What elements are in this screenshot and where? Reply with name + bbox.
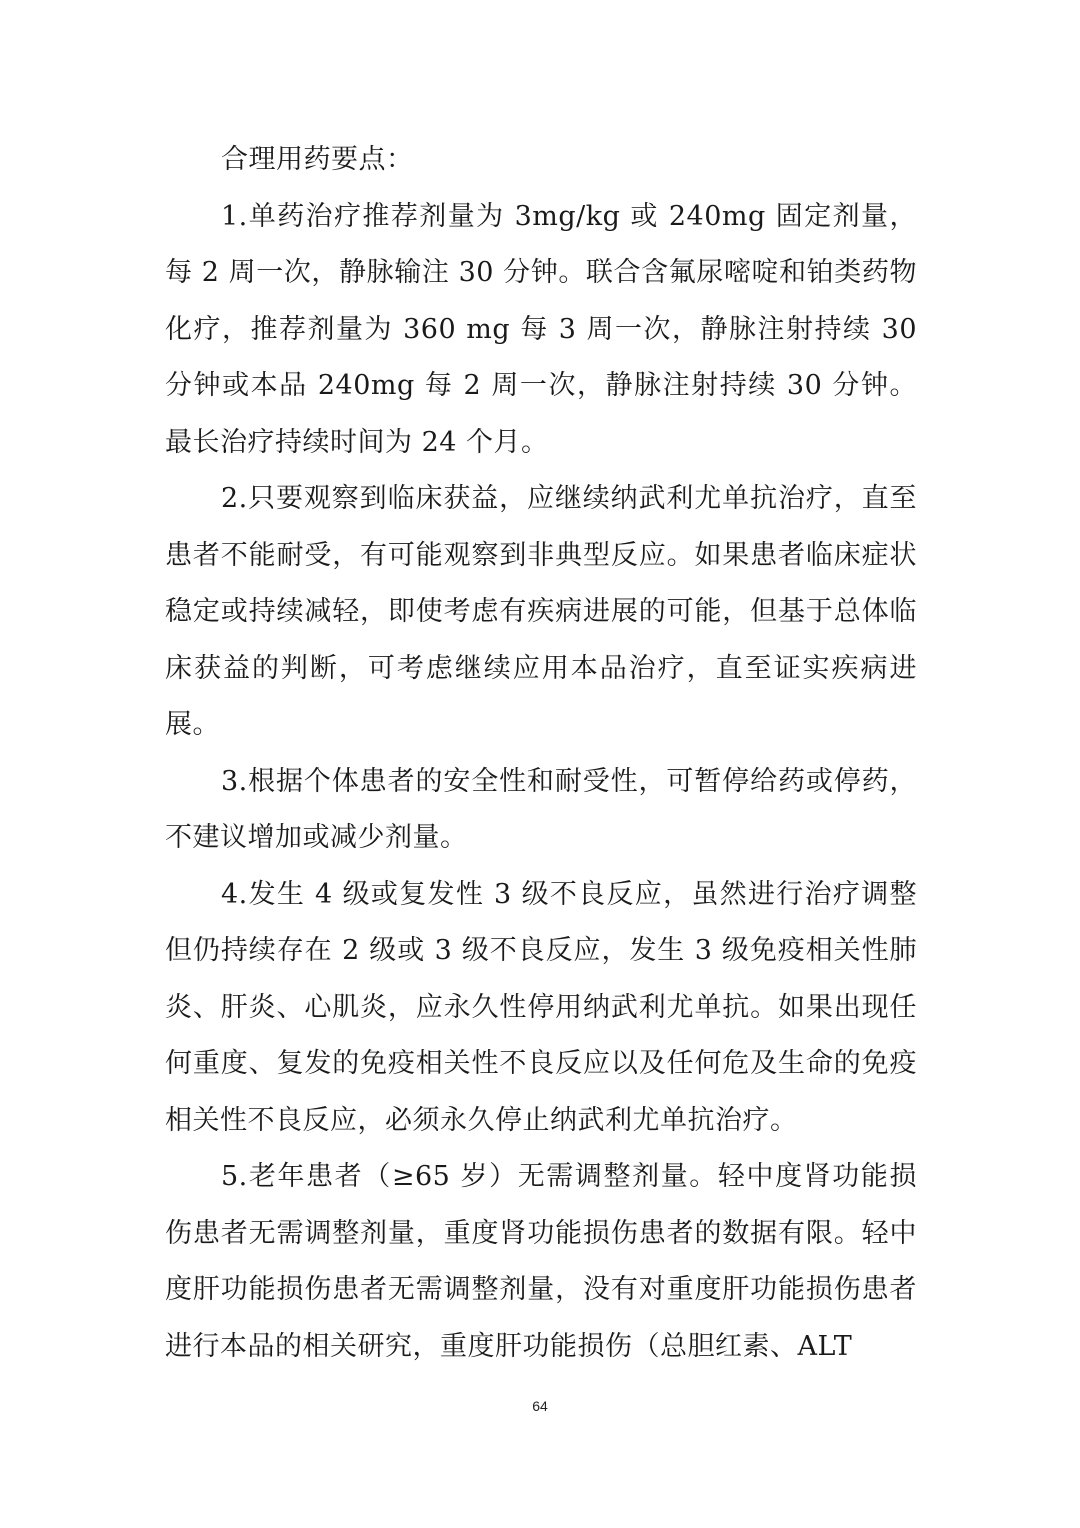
paragraph-3: 3.根据个体患者的安全性和耐受性，可暂停给药或停药，不建议增加或减少剂量。 (165, 765, 917, 853)
page-number: 64 (532, 1398, 548, 1414)
paragraph-1: 1.单药治疗推荐剂量为 3mg/kg 或 240mg 固定剂量，每 2 周一次，静脉输注 30 分钟。联合含氟尿嘧啶和铂类药物化疗，推荐剂量为 360 mg 每 3 周一次，静脉注射持续 30 分钟或本品 240mg 每 2 周一次，静脉注射持续 30 分钟。最长治疗持续时间为 24 个月。 (165, 200, 917, 458)
paragraph-4: 4.发生 4 级或复发性 3 级不良反应，虽然进行治疗调整但仍持续存在 2 级或 3 级不良反应，发生 3 级免疫相关性肺炎、肝炎、心肌炎，应永久性停用纳武利尤单抗。如果出现任何重度、复发的免疫相关性不良反应以及任何危及生命的免疫相关性不良反应，必须永久停止纳武利尤单抗治疗。 (165, 878, 917, 1136)
section-heading: 合理用药要点： (221, 144, 414, 175)
paragraph-2: 2.只要观察到临床获益，应继续纳武利尤单抗治疗，直至患者不能耐受，有可能观察到非典型反应。如果患者临床症状稳定或持续减轻，即使考虑有疾病进展的可能，但基于总体临床获益的判断，可考虑继续应用本品治疗，直至证实疾病进展。 (165, 483, 917, 740)
document-body (165, 132, 917, 1375)
paragraph-5: 5.老年患者（≥65 岁）无需调整剂量。轻中度肾功能损伤患者无需调整剂量，重度肾功能损伤患者的数据有限。轻中度肝功能损伤患者无需调整剂量，没有对重度肝功能损伤患者进行本品的相关研究，重度肝功能损伤（总胆红素、ALT (165, 1161, 917, 1362)
